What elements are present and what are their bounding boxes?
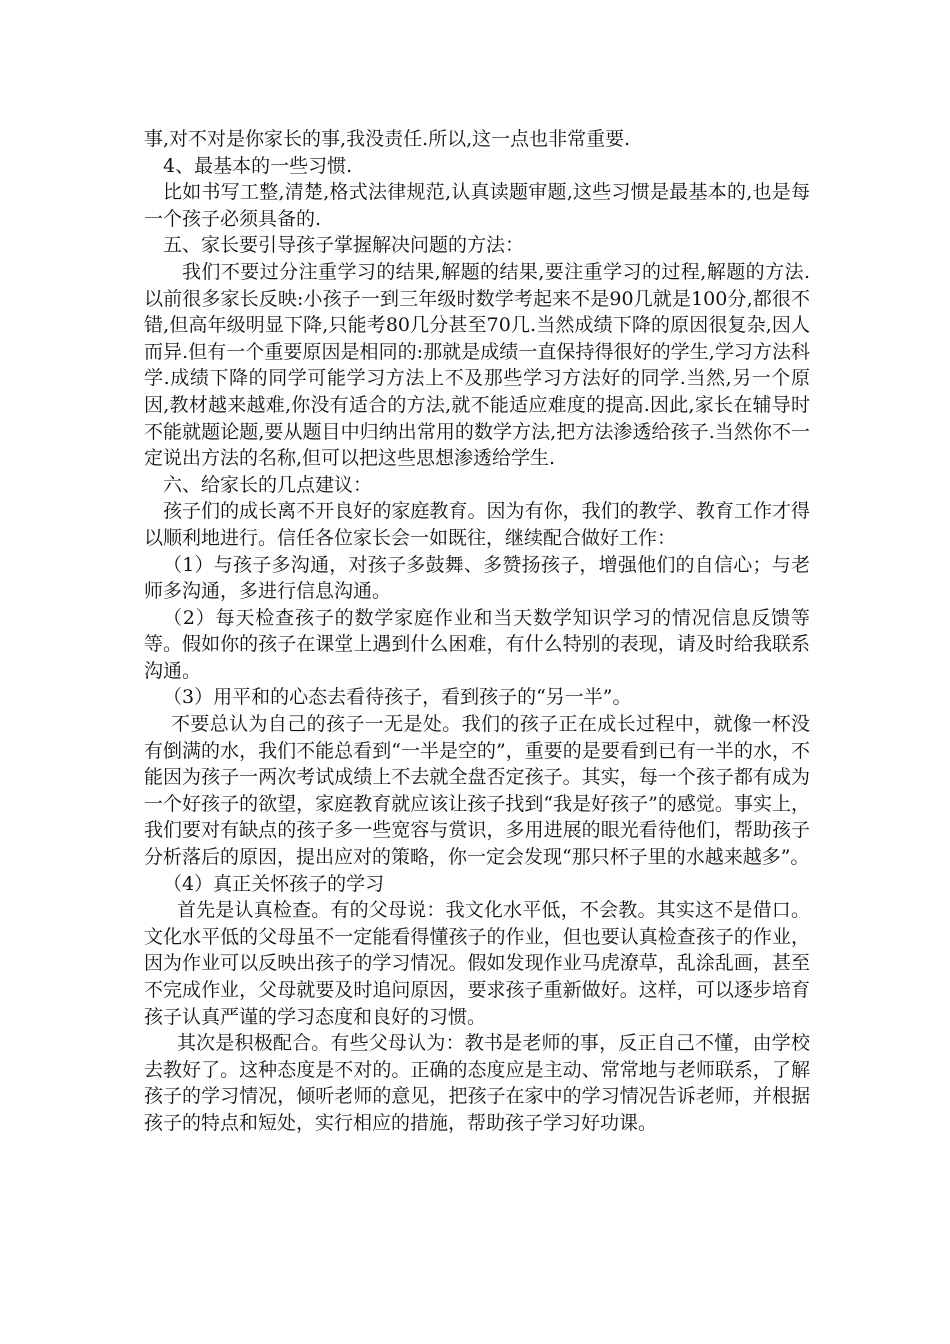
paragraph-cooperate: 其次是积极配合。有些父母认为：教书是老师的事，反正自己不懂，由学校去教好了。这种态度是不对的。正确的态度应是主动、常常地与老师联系，了解孩子的学习情况，倾听老师的意见，把孩子在家中的学习情况告诉老师，并根据孩子的特点和短处，实行相应的措施，帮助孩子学习好功课。 [144,1032,810,1134]
suggestion-item-4: （4）真正关怀孩子的学习 [163,872,385,895]
suggestion-item-3: （3）用平和的心态去看待孩子，看到孩子的“另一半”。 [163,686,632,709]
paragraph-check-homework: 首先是认真检查。有的父母说：我文化水平低，不会教。其实这不是借口。文化水平低的父母虽不一定能看得懂孩子的作业，但也要认真检查孩子的作业，因为作业可以反映出孩子的学习情况。假如发现作业马虎潦草，乱涂乱画，甚至不完成作业，父母就要及时追问原因，要求孩子重新做好。这样，可以逐步培育孩子认真严谨的学习态度和良好的习惯。 [144,899,810,1028]
paragraph-habits: 比如书写工整,清楚,格式法律规范,认真读题审题,这些习惯是最基本的,也是每一个孩子必须具备的. [144,181,810,230]
paragraph-methods: 我们不要过分注重学习的结果,解题的结果,要注重学习的过程,解题的方法.以前很多家长反映:小孩子一到三年级时数学考起来不是90几就是100分,都很不错,但高年级明显下降,只能考80几分甚至70几.当然成绩下降的原因很复杂,因人而异.但有一个重要原因是相同的:那就是成绩一直保持得很好的学生,学习方法科学.成绩下降的同学可能学习方法上不及那些学习方法好的同学.当然,另一个原因,教材越来越难,你没有适合的方法,就不能适应难度的提高.因此,家长在辅导时不能就题论题,要从题目中归纳出常用的数学方法,把方法渗透给孩子.当然你不一定说出方法的名称,但可以把这些思想渗透给学生. [144,260,810,470]
heading-habits: 4、最基本的一些习惯. [163,154,353,177]
suggestion-item-1: （1）与孩子多沟通，对孩子多鼓舞、多赞扬孩子，增强他们的自信心；与老师多沟通，多进行信息沟通。 [144,553,810,603]
paragraph-half-glass: 不要总认为自己的孩子一无是处。我们的孩子正在成长过程中，就像一杯没有倒满的水，我们不能总看到“一半是空的”，重要的是要看到已有一半的水，不能因为孩子一两次考试成绩上不去就全盘否定孩子。其实，每一个孩子都有成为一个好孩子的欲望，家庭教育就应该让孩子找到“我是好孩子”的感觉。事实上，我们要对有缺点的孩子多一些宽容与赏识，多用进展的眼光看待他们，帮助孩子分析落后的原因，提出应对的策略，你一定会发现“那只杯子里的水越来越多”。 [144,713,810,869]
paragraph-continuation: 事,对不对是你家长的事,我没责任.所以,这一点也非常重要. [144,128,631,150]
section-heading-five: 五、家长要引导孩子掌握解决问题的方法： [163,234,525,257]
paragraph-intro-suggestions: 孩子们的成长离不开良好的家庭教育。因为有你，我们的教学、教育工作才得以顺利地进行。信任各位家长会一如既往，继续配合做好工作： [144,500,810,549]
section-heading-six: 六、给家长的几点建议： [163,473,373,496]
suggestion-item-2: （2）每天检查孩子的数学家庭作业和当天数学知识学习的情况信息反馈等等。假如你的孩子在课堂上遇到什么困难，有什么特别的表现，请及时给我联系沟通。 [144,606,810,682]
document-body [144,126,810,1137]
